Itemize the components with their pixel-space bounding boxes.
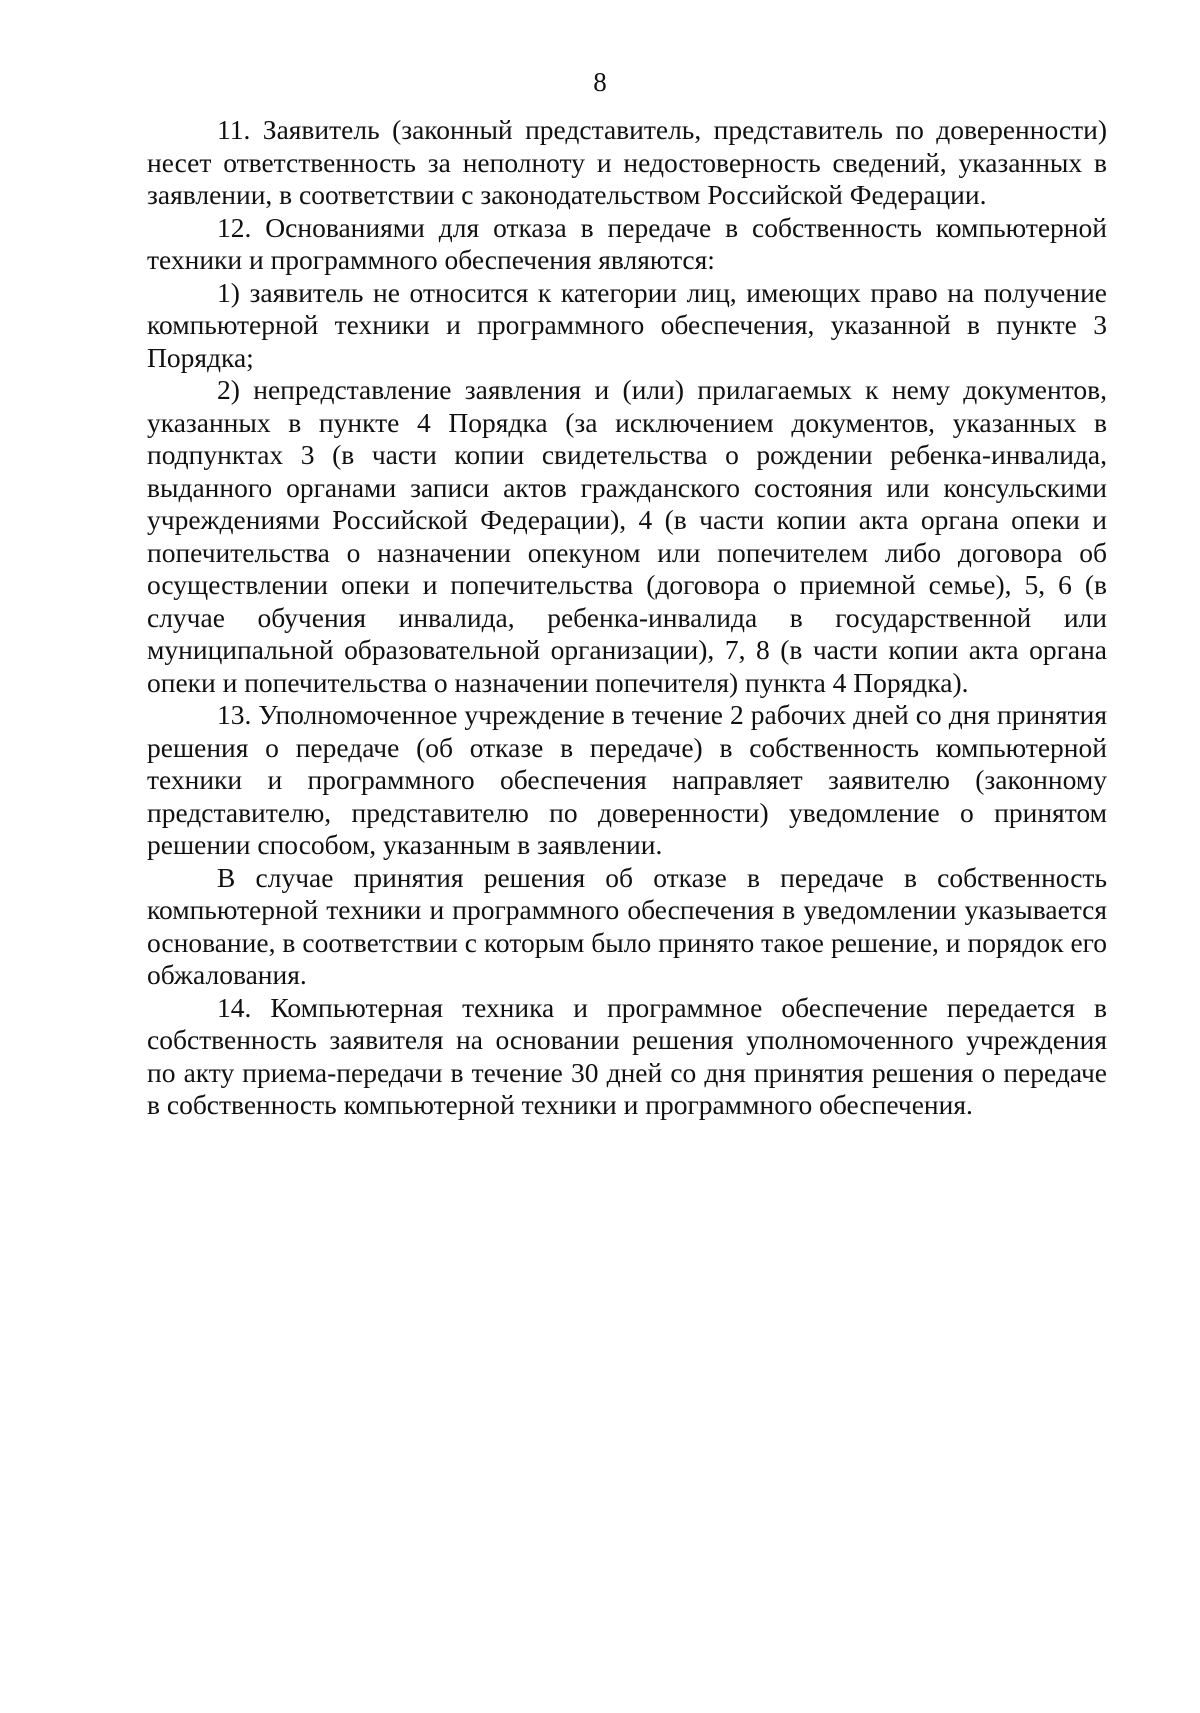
paragraph-item-13-continuation: В случае принятия решения об отказе в передаче в собственность компьютерной техники и программного обеспечения в уведомлении указывается основание, в соответствии с которым было принято такое решение, и порядок его обжалования. [147, 861, 1107, 990]
paragraph-item-13: 13. Уполномоченное учреждение в течение 2 рабочих дней со дня принятия решения о передаче (об отказе в передаче) в собственность компьютерной техники и программного обеспечения направляет заявителю (законному представителю, представителю по доверенности) уведомление о принятом решении способом, указанным в заявлении. [147, 699, 1107, 860]
document-body [147, 114, 1107, 1122]
page-number: 8 [593, 67, 607, 97]
paragraph-item-12: 12. Основаниями для отказа в передаче в собственность компьютерной техники и программного обеспечения являются: [147, 211, 1107, 275]
paragraph-subitem-1: 1) заявитель не относится к категории лиц, имеющих право на получение компьютерной техники и программного обеспечения, указанной в пункте 3 Порядка; [147, 276, 1107, 373]
paragraph-item-11: 11. Заявитель (законный представитель, представитель по доверенности) несет ответственность за неполноту и недостоверность сведений, указанных в заявлении, в соответствии с законодательством Российской Федерации. [147, 114, 1107, 210]
paragraph-subitem-2: 2) непредставление заявления и (или) прилагаемых к нему документов, указанных в пункте 4 Порядка (за исключением документов, указанных в подпунктах 3 (в части копии свидетельства о рождении ребенка-инвалида, выданного органами записи актов гражданского состояния или консульскими учреждениями Российской Федерации), 4 (в части копии акта органа опеки и попечительства о назначении опекуном или попечителем либо договора об осуществлении опеки и попечительства (договора о приемной семье), 5, 6 (в случае обучения инвалида, ребенка-инвалида в государственной или муниципальной образовательной организации), 7, 8 (в части копии акта органа опеки и попечительства о назначении попечителя) пункта 4 Порядка). [147, 374, 1107, 698]
paragraph-item-14: 14. Компьютерная техника и программное обеспечение передается в собственность заявителя на основании решения уполномоченного учреждения по акту приема-передачи в течение 30 дней со дня принятия решения о передаче в собственность компьютерной техники и программного обеспечения. [147, 991, 1107, 1120]
